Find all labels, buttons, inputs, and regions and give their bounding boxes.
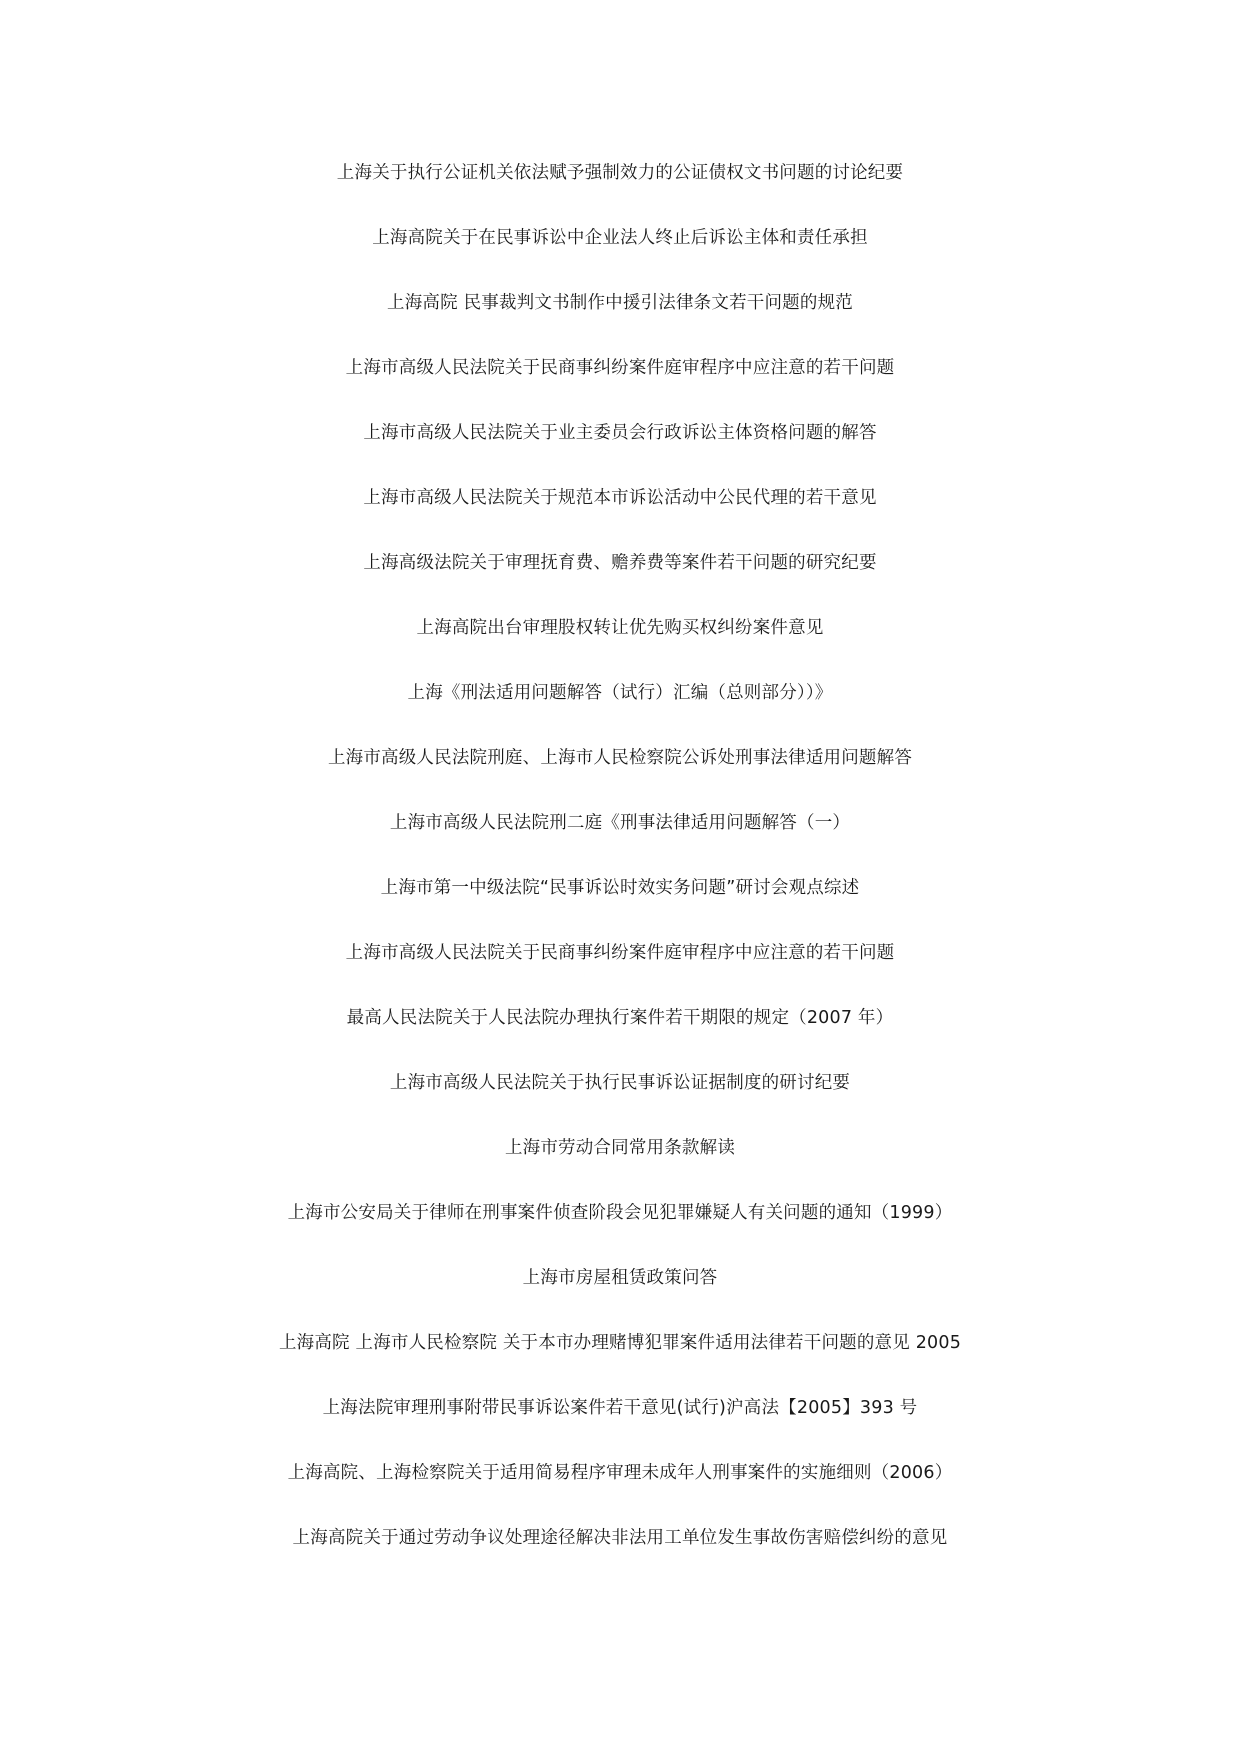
list-item: 上海高院出台审理股权转让优先购买权纠纷案件意见 xyxy=(416,618,824,638)
list-item: 上海市公安局关于律师在刑事案件侦查阶段会见犯罪嫌疑人有关问题的通知（1999） xyxy=(287,1203,953,1223)
list-item: 上海市高级人民法院关于业主委员会行政诉讼主体资格问题的解答 xyxy=(363,423,877,443)
list-item: 上海市高级人民法院刑庭、上海市人民检察院公诉处刑事法律适用问题解答 xyxy=(327,748,913,768)
list-item: 上海高院、上海检察院关于适用简易程序审理未成年人刑事案件的实施细则（2006） xyxy=(287,1463,953,1483)
list-item: 上海法院审理刑事附带民事诉讼案件若干意见(试行)沪高法【2005】393 号 xyxy=(322,1398,918,1418)
list-item: 上海高级法院关于审理抚育费、赡养费等案件若干问题的研究纪要 xyxy=(363,553,877,573)
list-item: 上海高院 上海市人民检察院 关于本市办理赌博犯罪案件适用法律若干问题的意见 2005 xyxy=(278,1333,962,1353)
list-item: 上海市第一中级法院“民事诉讼时效实务问题”研讨会观点综述 xyxy=(380,878,860,898)
list-item: 上海市高级人民法院关于执行民事诉讼证据制度的研讨纪要 xyxy=(389,1073,851,1093)
list-item: 上海高院关于在民事诉讼中企业法人终止后诉讼主体和责任承担 xyxy=(372,228,868,248)
list-item: 上海高院 民事裁判文书制作中援引法律条文若干问题的规范 xyxy=(387,293,853,313)
list-item: 最高人民法院关于人民法院办理执行案件若干期限的规定（2007 年） xyxy=(346,1008,894,1028)
list-item: 上海市高级人民法院刑二庭《刑事法律适用问题解答（一） xyxy=(389,813,851,833)
list-item: 上海高院关于通过劳动争议处理途径解决非法用工单位发生事故伤害赔偿纠纷的意见 xyxy=(292,1528,948,1548)
list-item: 上海市房屋租赁政策问答 xyxy=(522,1268,718,1288)
list-item: 上海市高级人民法院关于民商事纠纷案件庭审程序中应注意的若干问题 xyxy=(345,943,895,963)
document-title-list xyxy=(0,162,1240,1592)
list-item: 上海关于执行公证机关依法赋予强制效力的公证债权文书问题的讨论纪要 xyxy=(336,163,904,183)
list-item: 上海市高级人民法院关于民商事纠纷案件庭审程序中应注意的若干问题 xyxy=(345,358,895,378)
list-item: 上海市高级人民法院关于规范本市诉讼活动中公民代理的若干意见 xyxy=(363,488,877,508)
list-item: 上海市劳动合同常用条款解读 xyxy=(504,1138,736,1158)
list-item: 上海《刑法适用问题解答（试行）汇编（总则部分））》 xyxy=(407,683,833,703)
